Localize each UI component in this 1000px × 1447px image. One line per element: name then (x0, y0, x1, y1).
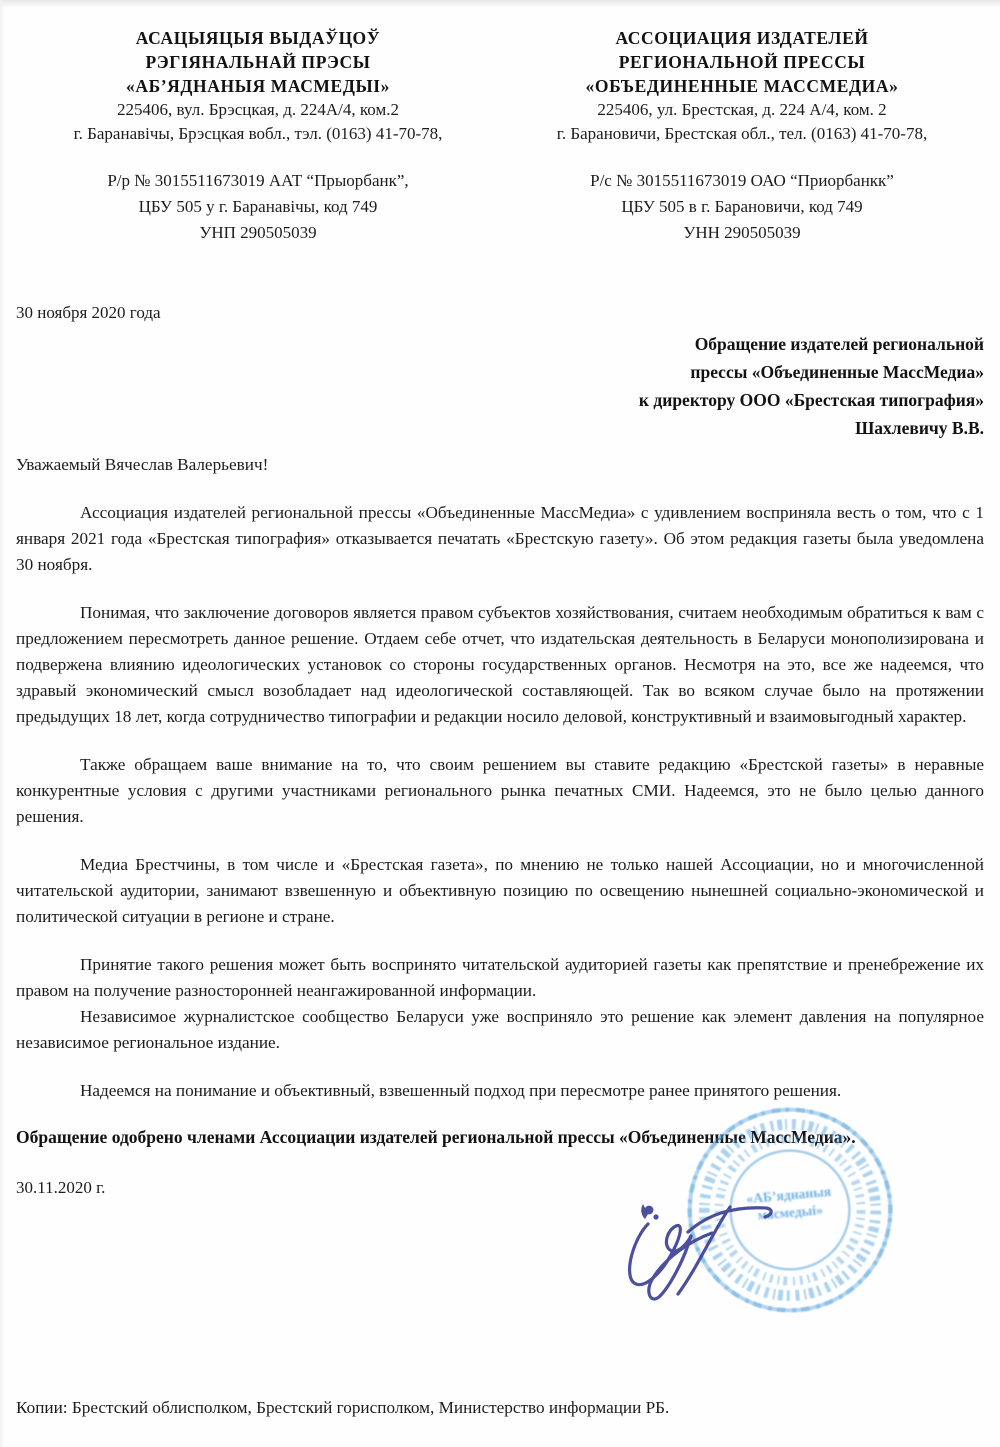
letterhead (16, 0, 984, 246)
address-line: 225406, ул. Брестская, д. 224 А/4, ком. 2 (597, 100, 887, 119)
address-line: 225406, вул. Брэсцкая, д. 224А/4, ком.2 (117, 100, 399, 119)
org-name-line: РЕГИОНАЛЬНОЙ ПРЕССЫ (618, 52, 866, 72)
bank-line: Р/с № 3015511673019 ОАО “Приорбанкк” (590, 171, 894, 190)
addressee-line: к директору ООО «Брестская типография» (638, 390, 984, 410)
addressee-block (16, 330, 984, 442)
org-name-line: АСАЦЫЯЦЫЯ ВЫДАЎЦОЎ (135, 28, 381, 48)
addressee-line: прессы «Объединенные МассМедиа» (690, 362, 984, 382)
signature (618, 1186, 788, 1322)
addressee-line: Обращение издателей региональной (694, 334, 984, 354)
stamp-center-text: масмедыі» (757, 1201, 824, 1223)
bank-line: УНН 290505039 (683, 223, 801, 242)
bank-details (16, 168, 500, 246)
stamp-center-text: «АБ’яднаныя (745, 1183, 832, 1207)
salutation: Уважаемый Вячеслав Валерьевич! (16, 455, 269, 474)
bank-line: Р/р № 3015511673019 ААТ “Прыорбанк”, (107, 171, 409, 190)
bank-details (500, 168, 984, 246)
address-line: г. Баранавічы, Брэсцкая вобл., тэл. (0163) 41-70-78, (73, 124, 443, 143)
body-paragraph: Независимое журналистское сообщество Беларуси уже восприняло это решение как элемент давления на популярное независимое региональное издание. (16, 1007, 984, 1052)
body-paragraph: Медиа Брестчины, в том числе и «Брестская газета», по мнению не только нашей Ассоциации, но и многочисленной читательской аудитории, занимают взвешенную и объективную позицию по освещению нынешней социально-экономической и политической ситуации в регионе и стране. (16, 855, 984, 926)
body-paragraph: Ассоциация издателей региональной прессы «Объединенные МассМедиа» с удивлением восприняла весть о том, что с 1 января 2021 года «Брестская типография» отказывается печатать «Брестскую газету». Об этом редакция газеты была уведомлена 30 ноября. (16, 503, 984, 574)
signature-date: 30.11.2020 г. (16, 1178, 106, 1197)
body-paragraph: Также обращаем ваше внимание на то, что своим решением вы ставите редакцию «Брестской газеты» в неравные конкурентные условия с другими участниками регионального рынка печатных СМИ. Надеемся, это не было целью данного решения. (16, 755, 984, 826)
body-paragraph: Принятие такого решения может быть воспринято читательской аудиторией газеты как препятствие и пренебрежение их правом на получение разносторонней неангажированной информации. (16, 955, 984, 1000)
signature-graphic (618, 1186, 788, 1322)
org-name-line: «ОБЪЕДИНЕННЫЕ МАССМЕДИА» (585, 76, 899, 96)
bank-line: УНП 290505039 (199, 223, 317, 242)
addressee-line: Шахлевичу В.В. (855, 418, 984, 438)
org-name-line: «АБ’ЯДНАНЫЯ МАСМЕДЫІ» (125, 76, 391, 96)
letter-date: 30 ноября 2020 года (16, 303, 161, 322)
bank-line: ЦБУ 505 у г. Баранавічы, код 749 (138, 197, 378, 216)
body-paragraph: Понимая, что заключение договоров является правом субъектов хозяйствования, считаем необходимым обратиться к вам с предложением пересмотреть данное решение. Отдаем себе отчет, что издательская деятельность в Беларуси монополизирована и подвержена влиянию идеологических установок со стороны государственных органов. Несмотря на это, все же надеемся, что здравый экономический смысл возобладает над идеологической составляющей. Так во всяком случае было на протяжении предыдущих 18 лет, когда сотрудничество типографии и редакции носило деловой, конструктивный и взаимовыгодный характер. (16, 603, 984, 726)
copies-line: Копии: Брестский облисполком, Брестский горисполком, Министерство информации РБ. (16, 1398, 670, 1417)
bank-line: ЦБУ 505 в г. Барановичи, код 749 (621, 197, 863, 216)
letterhead-right (500, 26, 984, 246)
org-name-line: РЭГІЯНАЛЬНАЙ ПРЭСЫ (145, 52, 371, 72)
body-paragraph: Надеемся на понимание и объективный, взвешенный подход при пересмотре ранее принятого решения. (80, 1081, 842, 1100)
letterhead-left (16, 26, 500, 246)
org-name-line: АССОЦИАЦИЯ ИЗДАТЕЛЕЙ (615, 28, 869, 48)
scan-artifact-left (0, 0, 5, 1447)
address-line: г. Барановичи, Брестская обл., тел. (0163) 41-70-78, (556, 124, 928, 143)
closing-statement: Обращение одобрено членами Ассоциации издателей региональной прессы «Объединенные МассМедиа». (16, 1127, 856, 1147)
